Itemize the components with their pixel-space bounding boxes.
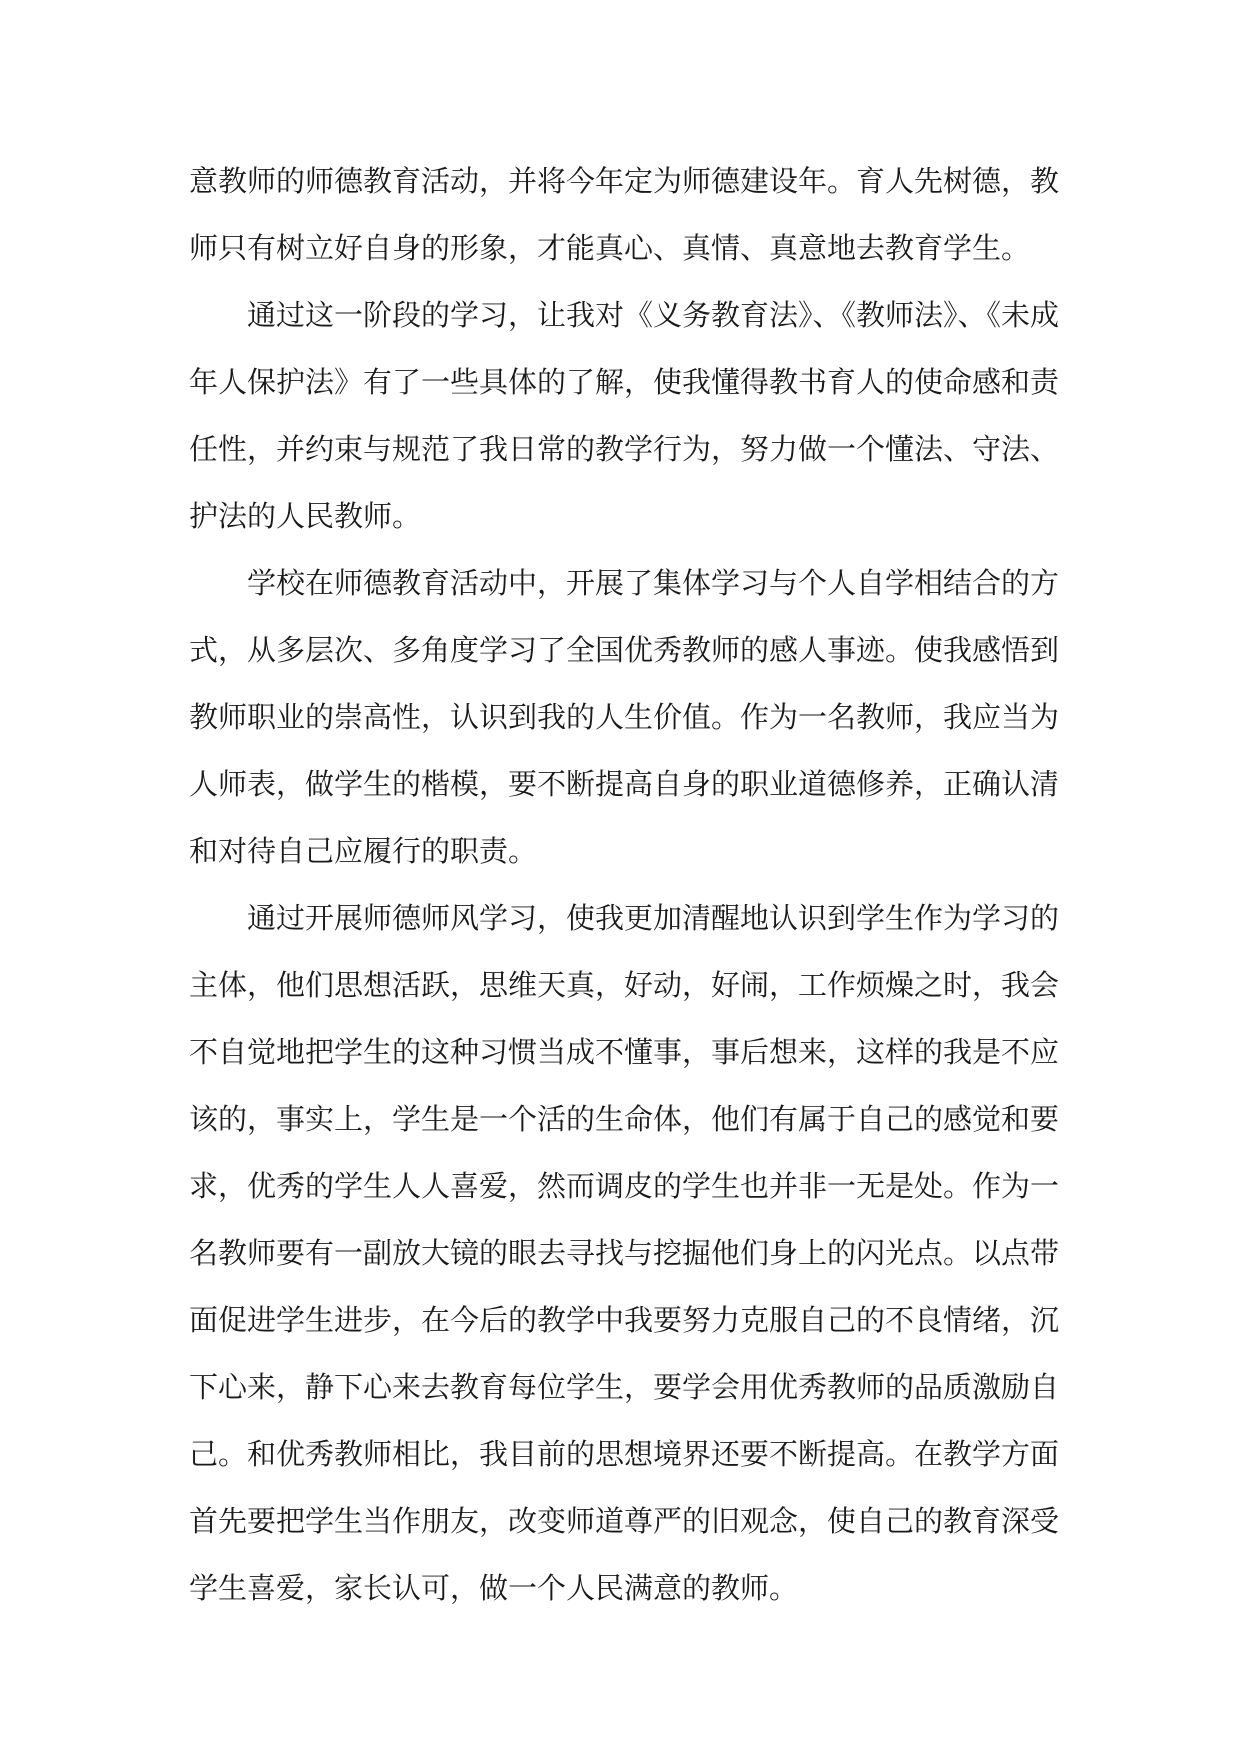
paragraph-1 [189, 162, 1069, 296]
text-line: 通过开展师德师风学习，使我更加清醒地认识到学生作为学习的 [247, 901, 1060, 935]
text-line: 通过这一阶段的学习，让我对《义务教育法》、《教师法》、《未成 [247, 298, 1060, 332]
text-line: 任性，并约束与规范了我日常的教学行为，努力做一个懂法、守法、 [189, 432, 1060, 466]
document-body [189, 162, 1069, 1636]
text-line: 不自觉地把学生的这种习惯当成不懂事，事后想来，这样的我是不应 [189, 1035, 1060, 1069]
text-line: 求，优秀的学生人人喜爱，然而调皮的学生也并非一无是处。作为一 [189, 1169, 1060, 1203]
text-line: 护法的人民教师。 [189, 499, 422, 533]
text-line: 人师表，做学生的楷模，要不断提高自身的职业道德修养，正确认清 [189, 767, 1060, 801]
text-line: 师只有树立好自身的形象，才能真心、真情、真意地去教育学生。 [189, 231, 1031, 265]
text-line: 年人保护法》有了一些具体的了解，使我懂得教书育人的使命感和责 [189, 365, 1060, 399]
paragraph-3 [189, 564, 1069, 899]
text-line: 主体，他们思想活跃，思维天真，好动，好闹，工作烦燥之时，我会 [189, 968, 1060, 1002]
text-line: 学校在师德教育活动中，开展了集体学习与个人自学相结合的方 [247, 566, 1060, 600]
text-line: 名教师要有一副放大镜的眼去寻找与挖掘他们身上的闪光点。以点带 [189, 1236, 1060, 1270]
paragraph-2 [189, 296, 1069, 564]
text-line: 面促进学生进步，在今后的教学中我要努力克服自己的不良情绪，沉 [189, 1303, 1060, 1337]
text-line: 教师职业的崇高性，认识到我的人生价值。作为一名教师，我应当为 [189, 700, 1060, 734]
text-line: 和对待自己应履行的职责。 [189, 834, 538, 868]
text-line: 己。和优秀教师相比，我目前的思想境界还要不断提高。在教学方面 [189, 1437, 1060, 1471]
text-line: 学生喜爱，家长认可，做一个人民满意的教师。 [189, 1571, 799, 1605]
text-line: 意教师的师德教育活动，并将今年定为师德建设年。育人先树德，教 [189, 164, 1060, 198]
text-line: 式，从多层次、多角度学习了全国优秀教师的感人事迹。使我感悟到 [189, 633, 1060, 667]
text-line: 首先要把学生当作朋友，改变师道尊严的旧观念，使自己的教育深受 [189, 1504, 1060, 1538]
paragraph-4 [189, 899, 1069, 1636]
text-line: 该的，事实上，学生是一个活的生命体，他们有属于自己的感觉和要 [189, 1102, 1060, 1136]
text-line: 下心来，静下心来去教育每位学生，要学会用优秀教师的品质激励自 [189, 1370, 1060, 1404]
